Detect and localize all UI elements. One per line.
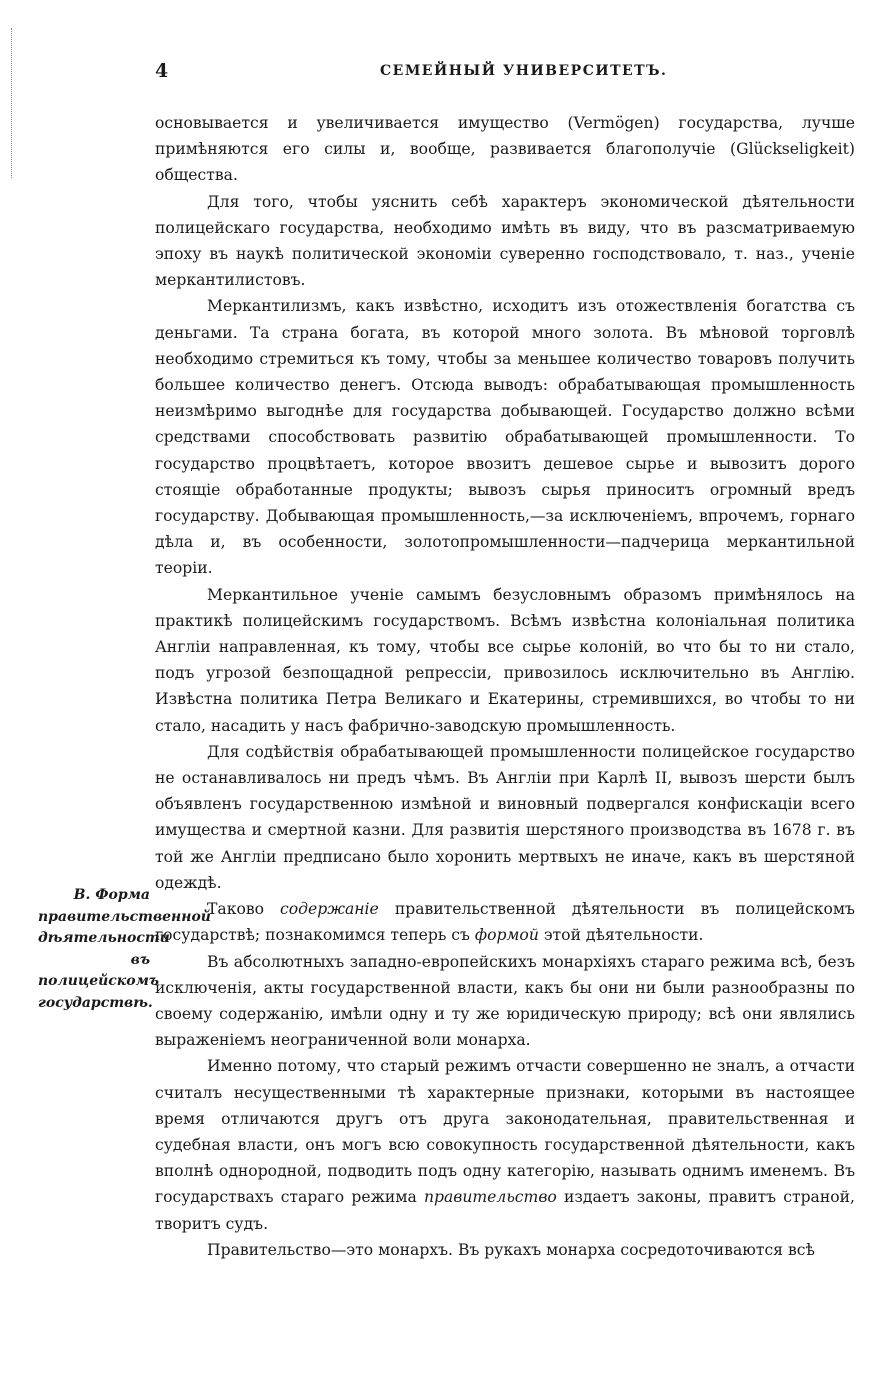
- paragraph-5: Для содѣйствія обрабатывающей промышленности полицейское государство не останавливалось ни предъ чѣмъ. Въ Англіи при Карлѣ II, вывозъ шерсти былъ объявленъ государственною измѣной и виновный подвергался конфискаціи всего имущества и смертной казни. Для развитія шерстяного производства въ 1678 г. въ той же Англіи предписано было хоронить мертвыхъ не иначе, какъ въ шерстяной одеждѣ.: [155, 742, 855, 892]
- paragraph-9: Правительство—это монархъ. Въ рукахъ монарха сосредоточиваются всѣ: [207, 1240, 815, 1259]
- paragraph-7: Въ абсолютныхъ западно-европейскихъ монархіяхъ стараго режима всѣ, безъ исключенія, акты государственной власти, какъ бы они ни были разнообразны по своему содержанію, имѣли одну и ту же юридическую природу; всѣ они являлись выраженіемъ неограниченной воли монарха.: [155, 952, 855, 1050]
- page-header: [155, 60, 855, 86]
- paragraph-1: основывается и увеличивается имущество (Vermögen) государства, лучше примѣняются его силы и, вообще, развивается благополучіе (Glückseligkeit) общества.: [155, 114, 855, 185]
- paragraph-4: Меркантильное ученіе самымъ безусловнымъ образомъ примѣнялось на практикѣ полицейскимъ государствомъ. Всѣмъ извѣстна колоніальная политика Англіи направленная, къ тому, чтобы все сырье колоній, во что бы то ни стало, подъ угрозой безпощадной репрессіи, привозилось исключительно въ Англію. Извѣстна политика Петра Великаго и Екатерины, стремившихся, во чтобы то ни стало, насадить у насъ фабрично-заводскую промышленность.: [155, 585, 855, 735]
- paragraph-6-emphasis-content: содержаніе: [280, 900, 379, 919]
- body-text: [155, 110, 855, 1263]
- paragraph-8-part1: Именно потому, что старый режимъ отчасти совершенно не зналъ, а отчасти считалъ несущественными тѣ характерные признаки, которыми въ настоящее время отличаются другъ отъ друга законодательная, правительственная и судебная власти, онъ могъ всю совокупность государственной дѣятельности, какъ вполнѣ однородной, подводить подъ одну категорію, называть однимъ именемъ. Въ государствахъ стараго режима: [155, 1057, 855, 1207]
- scan-edge-marks: [11, 28, 14, 178]
- paragraph-6-part1: Таково: [207, 900, 281, 919]
- paragraph-6-part3: этой дѣятельности.: [538, 926, 704, 945]
- paragraph-8: [155, 1053, 855, 1236]
- paragraph-3: Меркантилизмъ, какъ извѣстно, исходитъ изъ отожествленія богатства съ деньгами. Та страна богата, въ которой много золота. Въ мѣновой торговлѣ необходимо стремиться къ тому, чтобы за меньшее количество товаровъ получить большее количество денегъ. Отсюда выводъ: обрабатывающая промышленность неизмѣримо выгоднѣе для государства добывающей. Государство должно всѣми средствами способствовать развитію обрабатывающей промышленности. То государство процвѣтаетъ, которое ввозитъ дешевое сырье и вывозитъ дорого стоящіе обработанные продукты; вывозъ сырья приноситъ огромный вредъ государству. Добывающая промышленность,—за исключеніемъ, впрочемъ, горнаго дѣла и, въ особенности, золотопромышленности—падчерица меркантильной теоріи.: [155, 297, 855, 578]
- paragraph-2: Для того, чтобы уяснить себѣ характеръ экономической дѣятельности полицейскаго государства, необходимо имѣть въ виду, что въ разсматриваемую эпоху въ наукѣ политической экономіи суверенно господствовало, т. наз., ученіе меркантилистовъ.: [155, 192, 855, 290]
- paragraph-8-emphasis-government: правительство: [423, 1188, 557, 1207]
- paragraph-6: [155, 896, 855, 948]
- running-title: СЕМЕЙНЫЙ УНИВЕРСИТЕТЪ.: [380, 63, 668, 79]
- paragraph-6-emphasis-form: формой: [474, 926, 539, 945]
- paragraph-8-part2: издаетъ законы, правитъ страной, творитъ судъ.: [155, 1188, 855, 1233]
- page-number: 4: [155, 60, 169, 82]
- paragraph-6-part2: правительственной дѣятельности въ полицейскомъ государствѣ; познакомимся теперь съ: [155, 900, 855, 945]
- marginal-note: В. Форма правительственной дѣятельности въ полицейскомъ государствѣ.: [38, 887, 211, 1011]
